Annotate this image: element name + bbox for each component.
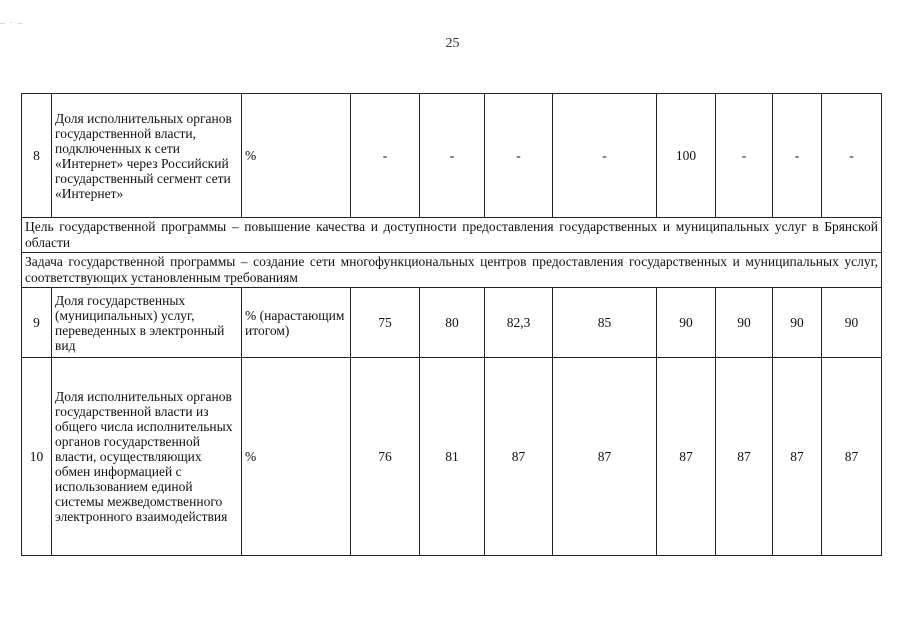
corner-mark: – · – [0, 18, 24, 29]
goal-row [22, 253, 882, 288]
indicator-value: 90 [773, 288, 822, 358]
indicator-value: 81 [420, 358, 485, 556]
indicator-value: 90 [657, 288, 716, 358]
goal-row [22, 218, 882, 253]
indicator-name: Доля государственных (муниципальных) услуг, переведенных в электронный вид [52, 288, 242, 358]
row-number: 10 [22, 358, 52, 556]
indicator-value: - [485, 94, 553, 218]
indicator-value: 87 [716, 358, 773, 556]
indicator-value: 100 [657, 94, 716, 218]
indicator-value: 80 [420, 288, 485, 358]
indicator-row [22, 288, 882, 358]
indicator-value: 82,3 [485, 288, 553, 358]
indicator-value: - [716, 94, 773, 218]
indicator-value: - [773, 94, 822, 218]
goal-text: Задача государственной программы – создание сети многофункциональных центров предоставления государственных и муниципальных услуг, соответствующих установленным требованиям [22, 253, 882, 288]
indicator-value: - [420, 94, 485, 218]
indicator-unit: % [242, 358, 351, 556]
indicator-row [22, 358, 882, 556]
indicator-value: 87 [553, 358, 657, 556]
table-body [22, 94, 882, 556]
indicator-value: 90 [716, 288, 773, 358]
row-number: 9 [22, 288, 52, 358]
indicator-value: 75 [351, 288, 420, 358]
indicator-value: 87 [485, 358, 553, 556]
indicator-value: - [553, 94, 657, 218]
indicator-unit: % [242, 94, 351, 218]
indicator-value: 87 [822, 358, 882, 556]
indicator-value: 87 [773, 358, 822, 556]
indicator-value: 85 [553, 288, 657, 358]
indicator-name: Доля исполнительных органов государственной власти из общего числа исполнительных органов государственной власти, осуществляющих обмен информацией с использованием единой системы межведомственного электронного взаимодействия [52, 358, 242, 556]
goal-text: Цель государственной программы – повышение качества и доступности предоставления государственных и муниципальных услуг в Брянской области [22, 218, 882, 253]
page-number: 25 [445, 36, 460, 51]
indicator-value: 76 [351, 358, 420, 556]
indicator-unit: % (нарастающим итогом) [242, 288, 351, 358]
indicator-value: 90 [822, 288, 882, 358]
indicator-row [22, 94, 882, 218]
indicator-value: 87 [657, 358, 716, 556]
indicator-value: - [351, 94, 420, 218]
indicator-name: Доля исполнительных органов государственной власти, подключенных к сети «Интернет» через Российский государственный сегмент сети «Интернет» [52, 94, 242, 218]
indicator-value: - [822, 94, 882, 218]
indicators-table [21, 93, 882, 556]
row-number: 8 [22, 94, 52, 218]
